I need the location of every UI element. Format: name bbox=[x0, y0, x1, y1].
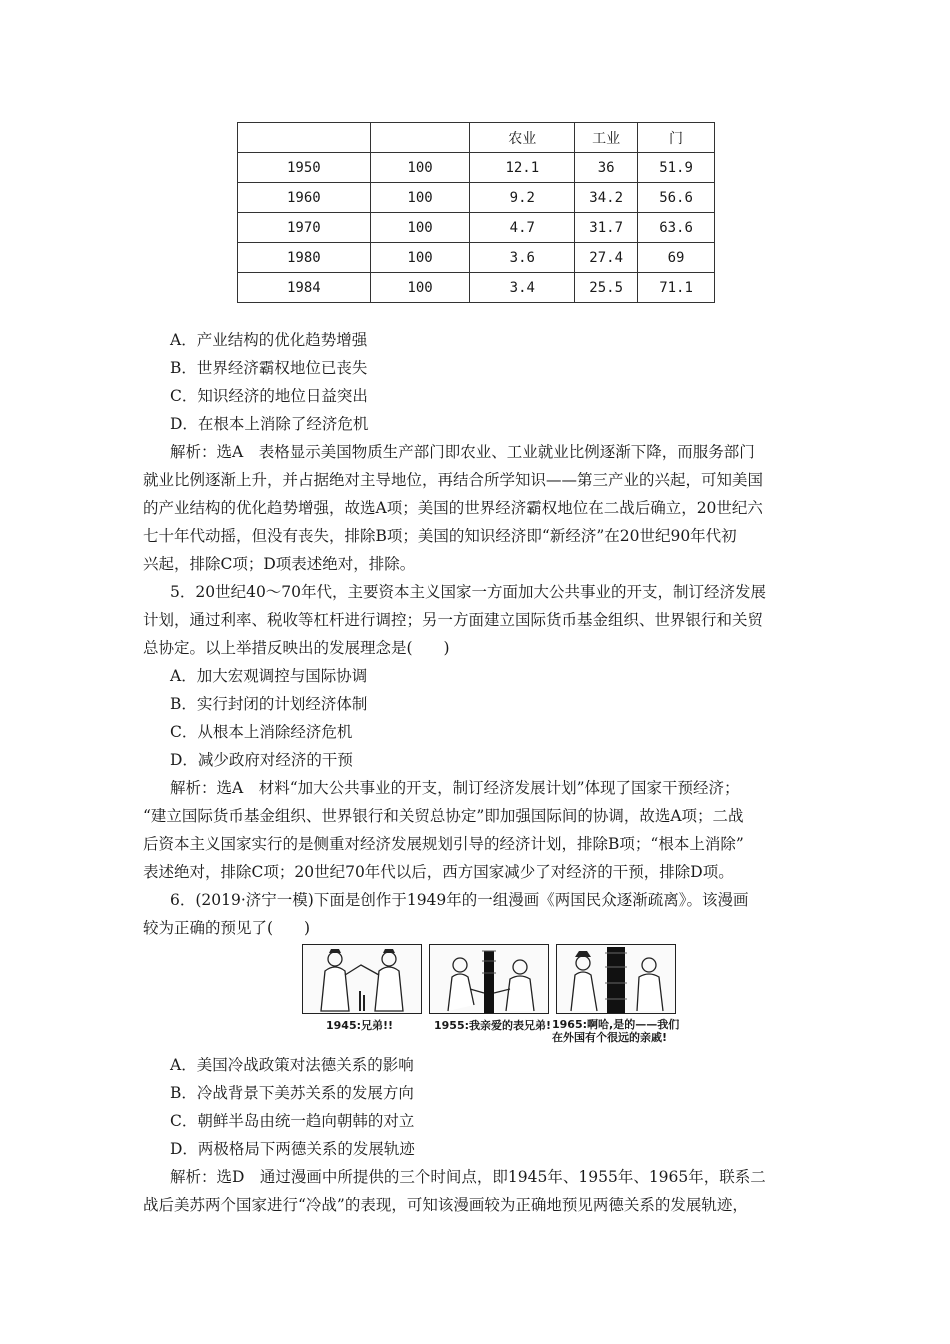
table-cell: 1970 bbox=[238, 213, 371, 243]
cartoon-caption-1965: 1965:啊哈,是的——我们 bbox=[552, 1018, 680, 1031]
table-header-cell: 农业 bbox=[470, 123, 575, 153]
table-cell: 56.6 bbox=[638, 183, 715, 213]
table-cell: 71.1 bbox=[638, 273, 715, 303]
table-header-cell: 门 bbox=[638, 123, 715, 153]
table-row bbox=[238, 243, 715, 273]
table-cell: 100 bbox=[370, 243, 470, 273]
table-cell: 1950 bbox=[238, 153, 371, 183]
analysis-line: “建立国际货币基金组织、世界银行和关贸总协定”即加强国际间的协调，故选A项；二战 bbox=[143, 807, 744, 825]
option-b: B．实行封闭的计划经济体制 bbox=[170, 695, 368, 713]
option-d: D．减少政府对经济的干预 bbox=[170, 751, 353, 769]
option-a: A．产业结构的优化趋势增强 bbox=[170, 331, 368, 349]
analysis-line: 解析：选A 材料“加大公共事业的开支，制订经济发展计划”体现了国家干预经济； bbox=[170, 779, 740, 797]
option-a: A．加大宏观调控与国际协调 bbox=[170, 667, 368, 685]
table-cell: 36 bbox=[575, 153, 638, 183]
cartoon-caption-1945: 1945:兄弟!! bbox=[326, 1019, 394, 1032]
table-cell: 1984 bbox=[238, 273, 371, 303]
table-row bbox=[238, 183, 715, 213]
option-d: D．在根本上消除了经济危机 bbox=[170, 415, 369, 433]
analysis-line: 后资本主义国家实行的是侧重对经济发展规划引导的经济计划，排除B项；“根本上消除” bbox=[143, 835, 744, 853]
table-cell: 3.6 bbox=[470, 243, 575, 273]
analysis-line: 就业比例逐渐上升，并占据绝对主导地位，再结合所学知识——第三产业的兴起，可知美国 bbox=[143, 471, 764, 489]
question-stem: 总协定。以上举措反映出的发展理念是( ) bbox=[143, 639, 450, 657]
table-cell: 100 bbox=[370, 153, 470, 183]
table-row bbox=[238, 213, 715, 243]
cartoon-drawing bbox=[430, 945, 548, 1013]
cartoon-caption-1955: 1955:我亲爱的表兄弟! bbox=[434, 1019, 552, 1032]
table-header-cell bbox=[370, 123, 470, 153]
table-cell: 69 bbox=[638, 243, 715, 273]
table-cell: 3.4 bbox=[470, 273, 575, 303]
cartoon-drawing bbox=[303, 945, 421, 1013]
table-cell: 63.6 bbox=[638, 213, 715, 243]
option-a: A．美国冷战政策对法德关系的影响 bbox=[170, 1056, 414, 1074]
cartoon-panel-1945 bbox=[302, 944, 422, 1014]
table-cell: 51.9 bbox=[638, 153, 715, 183]
analysis-line: 兴起，排除C项；D项表述绝对，排除。 bbox=[143, 555, 416, 573]
table-header-cell: 工业 bbox=[575, 123, 638, 153]
table-cell: 4.7 bbox=[470, 213, 575, 243]
table-header-cell bbox=[238, 123, 371, 153]
option-b: B．世界经济霸权地位已丧失 bbox=[170, 359, 368, 377]
analysis-line: 解析：选D 通过漫画中所提供的三个时间点，即1945年、1955年、1965年，联系二 bbox=[170, 1168, 766, 1186]
table-cell: 100 bbox=[370, 273, 470, 303]
analysis-line: 的产业结构的优化趋势增强，故选A项；美国的世界经济霸权地位在二战后确立，20世纪六 bbox=[143, 499, 763, 517]
table-cell: 27.4 bbox=[575, 243, 638, 273]
analysis-line: 解析：选A 表格显示美国物质生产部门即农业、工业就业比例逐渐下降，而服务部门 bbox=[170, 443, 755, 461]
table-cell: 31.7 bbox=[575, 213, 638, 243]
question-stem: 6．(2019·济宁一模)下面是创作于1949年的一组漫画《两国民众逐渐疏离》。该漫画 bbox=[170, 891, 749, 909]
option-d: D．两极格局下两德关系的发展轨迹 bbox=[170, 1140, 415, 1158]
question-stem: 计划，通过利率、税收等杠杆进行调控；另一方面建立国际货币基金组织、世界银行和关贸 bbox=[143, 611, 764, 629]
cartoon-panel-1965 bbox=[556, 944, 676, 1014]
table-cell: 12.1 bbox=[470, 153, 575, 183]
table-cell: 25.5 bbox=[575, 273, 638, 303]
table-header-row bbox=[238, 123, 715, 153]
option-c: C．朝鲜半岛由统一趋向朝韩的对立 bbox=[170, 1112, 415, 1130]
option-c: C．知识经济的地位日益突出 bbox=[170, 387, 368, 405]
cartoon-caption-1965-line2: 在外国有个很远的亲戚! bbox=[552, 1031, 668, 1044]
analysis-line: 表述绝对，排除C项；20世纪70年代以后，西方国家减少了对经济的干预，排除D项。 bbox=[143, 863, 734, 881]
question-stem: 较为正确的预见了( ) bbox=[143, 919, 311, 937]
table-row bbox=[238, 153, 715, 183]
table-cell: 34.2 bbox=[575, 183, 638, 213]
table-cell: 100 bbox=[370, 183, 470, 213]
table-cell: 100 bbox=[370, 213, 470, 243]
option-c: C．从根本上消除经济危机 bbox=[170, 723, 353, 741]
analysis-line: 七十年代动摇，但没有丧失，排除B项；美国的知识经济即“新经济”在20世纪90年代初 bbox=[143, 527, 737, 545]
table-cell: 9.2 bbox=[470, 183, 575, 213]
option-b: B．冷战背景下美苏关系的发展方向 bbox=[170, 1084, 414, 1102]
table-row bbox=[238, 273, 715, 303]
employment-table bbox=[237, 122, 715, 303]
cartoon-strip bbox=[302, 944, 700, 1042]
question-stem: 5．20世纪40～70年代，主要资本主义国家一方面加大公共事业的开支，制订经济发展 bbox=[170, 583, 767, 601]
cartoon-drawing bbox=[557, 945, 675, 1013]
analysis-line: 战后美苏两个国家进行“冷战”的表现，可知该漫画较为正确地预见两德关系的发展轨迹， bbox=[143, 1196, 748, 1214]
cartoon-panel-1955 bbox=[429, 944, 549, 1014]
table-cell: 1960 bbox=[238, 183, 371, 213]
table-cell: 1980 bbox=[238, 243, 371, 273]
